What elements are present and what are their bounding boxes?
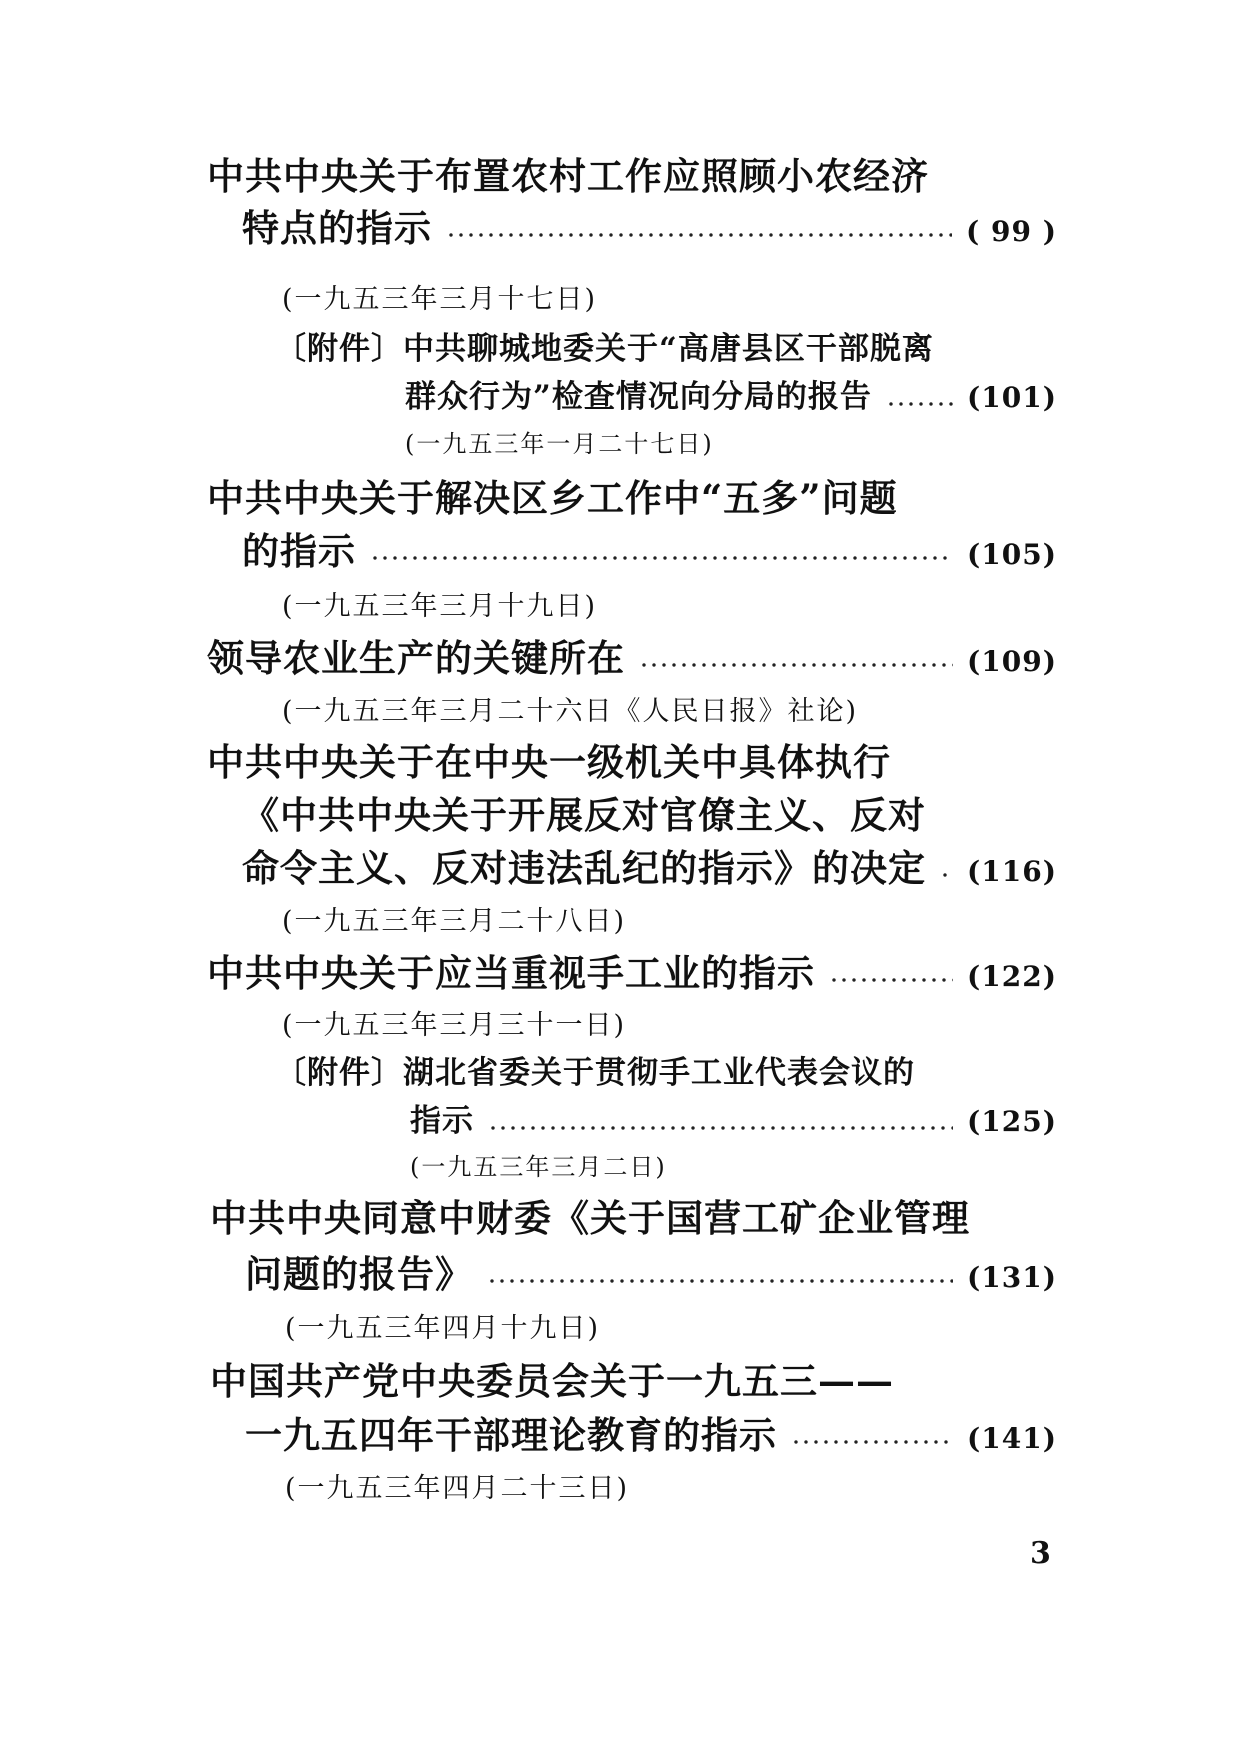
toc-entry-title: 群众行为”检查情况向分局的报告 <box>405 379 872 415</box>
toc-entry-title: 湖北省委关于贯彻手工业代表会议的 <box>403 1055 915 1091</box>
toc-entry-title: 中共中央关于布置农村工作应照顾小农经济 <box>207 154 929 198</box>
toc-entry-leader[interactable] <box>242 529 1057 573</box>
toc-entry-leader[interactable] <box>410 1103 1057 1139</box>
toc-entry-title: 特点的指示 <box>242 206 432 250</box>
dot-leader <box>886 401 953 407</box>
toc-entry-date: (一九五三年三月三十一日) <box>282 1010 627 1041</box>
toc-page-ref: (131) <box>967 1261 1057 1294</box>
toc-page-ref: (122) <box>967 960 1057 993</box>
toc-page-ref: (109) <box>967 645 1057 678</box>
dot-leader <box>940 872 953 878</box>
toc-page-ref: (105) <box>967 538 1057 571</box>
toc-entry-title: 领导农业生产的关键所在 <box>207 636 625 680</box>
dot-leader <box>639 662 953 668</box>
toc-entry-title: 中共中央关于解决区乡工作中“五多”问题 <box>207 476 898 520</box>
toc-page-ref: (101) <box>967 381 1057 414</box>
toc-entry-title: 中共中央关于在中央一级机关中具体执行 <box>207 740 891 784</box>
toc-entry-date: (一九五三年三月十七日) <box>282 284 598 315</box>
toc-page-ref: (141) <box>967 1422 1057 1455</box>
toc-entry-title: 的指示 <box>242 529 356 573</box>
toc-entry-leader[interactable] <box>207 636 1057 680</box>
toc-entry-title: 指示 <box>410 1103 474 1139</box>
appendix-tag: 〔附件〕 <box>275 1055 403 1091</box>
page-number: 3 <box>1030 1536 1051 1571</box>
toc-entry-title: 中共聊城地委关于“高唐县区干部脱离 <box>403 331 934 367</box>
toc-entry-title: 中国共产党中央委员会关于一九五三—— <box>210 1359 894 1403</box>
dot-leader <box>370 555 953 561</box>
toc-entry-date: (一九五三年四月二十三日) <box>285 1473 630 1504</box>
toc-entry-leader[interactable] <box>242 206 1057 250</box>
toc-entry-date: (一九五三年三月二十八日) <box>282 906 627 937</box>
toc-entry-date: (一九五三年一月二十七日) <box>405 430 714 458</box>
toc-entry-title: 问题的报告》 <box>245 1252 473 1296</box>
toc-entry-title: 中共中央同意中财委《关于国营工矿企业管理 <box>210 1196 970 1240</box>
dot-leader <box>487 1278 953 1284</box>
toc-page-ref: (116) <box>967 855 1057 888</box>
dot-leader <box>488 1125 953 1131</box>
toc-entry-date: (一九五三年四月十九日) <box>285 1313 601 1344</box>
toc-page-ref: ( 99 ) <box>966 215 1057 248</box>
toc-entry-title: 命令主义、反对违法乱纪的指示》的决定 <box>242 846 926 890</box>
toc-entry-leader[interactable] <box>405 379 1057 415</box>
toc-entry-date: (一九五三年三月二日) <box>410 1153 667 1181</box>
toc-page-ref: (125) <box>967 1105 1057 1138</box>
toc-entry-title: 一九五四年干部理论教育的指示 <box>245 1413 777 1457</box>
toc-entry-date: (一九五三年三月二十六日《人民日报》社论) <box>282 696 859 727</box>
toc-entry-leader[interactable] <box>242 846 1057 890</box>
toc-entry-leader[interactable] <box>245 1252 1057 1296</box>
toc-appendix-title <box>275 331 934 367</box>
toc-appendix-title <box>275 1055 915 1091</box>
toc-entry-leader[interactable] <box>245 1413 1057 1457</box>
appendix-tag: 〔附件〕 <box>275 331 403 367</box>
toc-entry-date: (一九五三年三月十九日) <box>282 591 598 622</box>
toc-entry-title: 中共中央关于应当重视手工业的指示 <box>207 951 815 995</box>
dot-leader <box>446 232 952 238</box>
dot-leader <box>829 977 953 983</box>
toc-entry-title: 《中共中央关于开展反对官僚主义、反对 <box>242 793 926 837</box>
dot-leader <box>791 1439 953 1445</box>
toc-entry-leader[interactable] <box>207 951 1057 995</box>
